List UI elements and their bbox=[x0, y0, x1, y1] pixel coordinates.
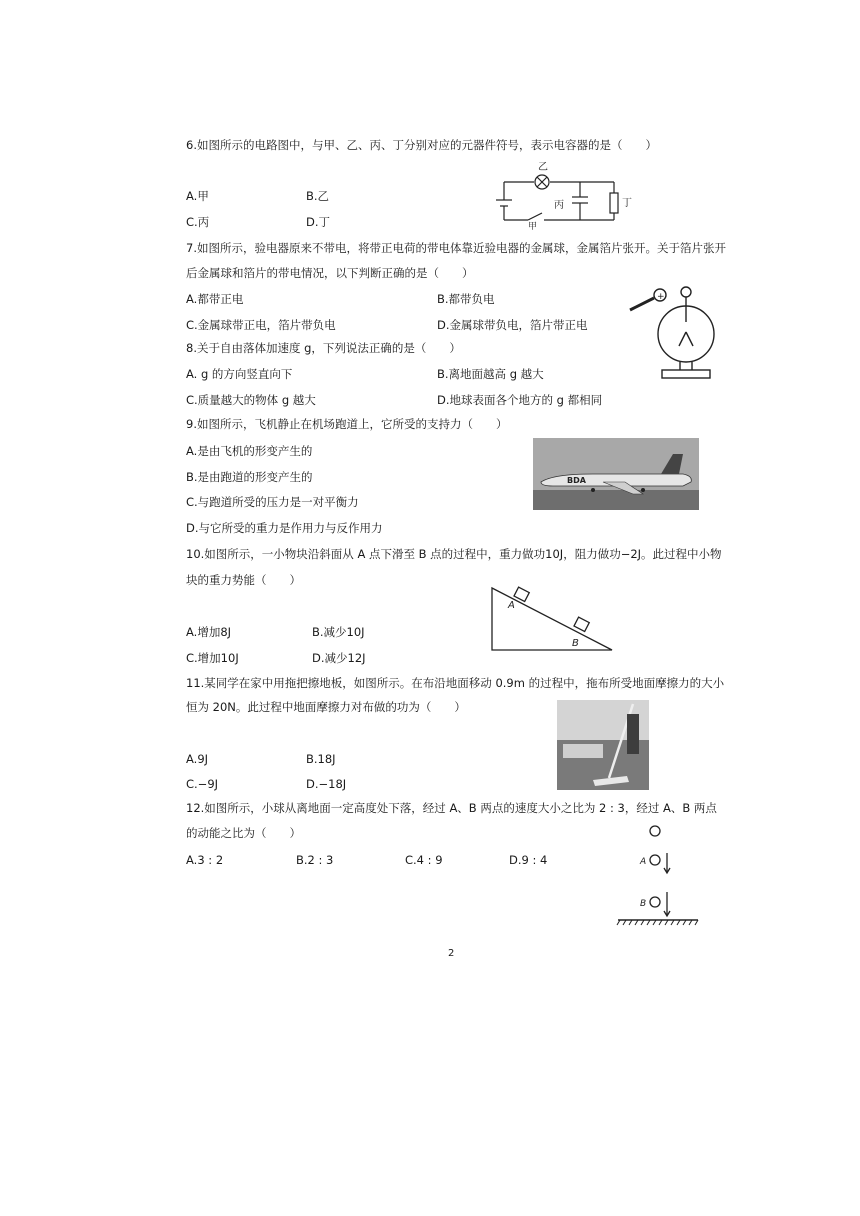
q10-option-c: C.增加10J bbox=[186, 651, 239, 665]
label-jia: 甲 bbox=[528, 222, 538, 230]
q8-option-b: B.离地面越高 g 越大 bbox=[437, 367, 544, 381]
q11-option-a: A.9J bbox=[186, 752, 209, 766]
circuit-diagram bbox=[492, 158, 640, 230]
point-a-label: A bbox=[508, 600, 515, 611]
q12-option-b: B.2 : 3 bbox=[296, 853, 334, 867]
incline-figure bbox=[488, 584, 616, 656]
q10-option-b: B.减少10J bbox=[312, 625, 365, 639]
q6-option-a: A.甲 bbox=[186, 189, 209, 203]
q6-option-d: D.丁 bbox=[306, 215, 331, 229]
q7-stem-line-1: 7.如图所示，验电器原来不带电，将带正电荷的带电体靠近验电器的金属球，金属箔片张开。关于箔片张开 bbox=[186, 241, 726, 255]
incline-plane bbox=[492, 588, 612, 650]
q10-option-a: A.增加8J bbox=[186, 625, 232, 639]
q6-option-c: C.丙 bbox=[186, 215, 210, 229]
point-b-label: B bbox=[640, 899, 647, 909]
q9-option-b: B.是由跑道的形变产生的 bbox=[186, 470, 313, 484]
q6-option-b: B.乙 bbox=[306, 189, 330, 203]
q7-option-c: C.金属球带正电，箔片带负电 bbox=[186, 318, 336, 332]
q8-stem-line-1: 8.关于自由落体加速度 g，下列说法正确的是（ ） bbox=[186, 341, 461, 355]
ball-at-a bbox=[650, 855, 660, 865]
plus-sign: + bbox=[657, 292, 665, 302]
block-at-a bbox=[514, 587, 529, 601]
q11-stem-line-2: 恒为 20N。此过程中地面摩擦力对布做的功为（ ） bbox=[186, 700, 466, 714]
q7-option-a: A.都带正电 bbox=[186, 292, 244, 306]
point-a-label: A bbox=[640, 857, 647, 867]
q10-stem-line-1: 10.如图所示，一小物块沿斜面从 A 点下滑至 B 点的过程中，重力做功10J，阻力做功−2J。此过程中小物 bbox=[186, 547, 722, 561]
q7-option-b: B.都带负电 bbox=[437, 292, 495, 306]
label-yi: 乙 bbox=[538, 162, 548, 173]
resistor-symbol bbox=[610, 193, 618, 213]
q11-stem-line-1: 11.某同学在家中用拖把擦地板，如图所示。在布沿地面移动 0.9m 的过程中，拖布所受地面摩擦力的大小 bbox=[186, 676, 725, 690]
q11-option-d: D.−18J bbox=[306, 777, 347, 791]
block-at-b bbox=[574, 617, 589, 631]
q11-option-c: C.−9J bbox=[186, 777, 219, 791]
q6-stem-line-1: 6.如图所示的电路图中，与甲、乙、丙、丁分别对应的元器件符号，表示电容器的是（ ） bbox=[186, 138, 657, 152]
ball-at-b bbox=[650, 897, 660, 907]
q9-option-a: A.是由飞机的形变产生的 bbox=[186, 444, 313, 458]
q12-option-c: C.4 : 9 bbox=[405, 853, 443, 867]
q9-option-c: C.与跑道所受的压力是一对平衡力 bbox=[186, 495, 359, 509]
ball-start bbox=[650, 826, 660, 836]
electroscope-figure bbox=[626, 282, 722, 384]
q8-option-c: C.质量越大的物体 g 越大 bbox=[186, 393, 316, 407]
point-b-label: B bbox=[572, 638, 579, 649]
q7-stem-line-2: 后金属球和箔片的带电情况，以下判断正确的是（ ） bbox=[186, 266, 474, 280]
q10-option-d: D.减少12J bbox=[312, 651, 366, 665]
q11-option-b: B.18J bbox=[306, 752, 336, 766]
q12-option-d: D.9 : 4 bbox=[509, 853, 548, 867]
falling-ball-figure bbox=[616, 822, 702, 926]
q10-stem-line-2: 块的重力势能（ ） bbox=[186, 573, 301, 587]
mopping-photo bbox=[557, 700, 649, 790]
q9-stem-line-1: 9.如图所示，飞机静止在机场跑道上，它所受的支持力（ ） bbox=[186, 417, 508, 431]
page-number: 2 bbox=[448, 948, 455, 959]
q12-stem-line-1: 12.如图所示，小球从离地面一定高度处下落，经过 A、B 两点的速度大小之比为 2 : 3，经过 A、B 两点 bbox=[186, 801, 717, 815]
q12-option-a: A.3 : 2 bbox=[186, 853, 224, 867]
airplane-photo bbox=[533, 438, 699, 510]
metal-ball bbox=[681, 287, 691, 297]
q9-option-d: D.与它所受的重力是作用力与反作用力 bbox=[186, 521, 383, 535]
q12-stem-line-2: 的动能之比为（ ） bbox=[186, 826, 301, 840]
q7-option-d: D.金属球带负电，箔片带正电 bbox=[437, 318, 588, 332]
airline-logo: BDA bbox=[567, 476, 586, 485]
label-bing: 丙 bbox=[554, 200, 564, 211]
q8-option-a: A. g 的方向竖直向下 bbox=[186, 367, 293, 381]
person-leg bbox=[627, 714, 639, 754]
foil-leaf bbox=[679, 332, 686, 346]
q8-option-d: D.地球表面各个地方的 g 都相同 bbox=[437, 393, 603, 407]
switch-symbol bbox=[528, 213, 542, 220]
label-ding: 丁 bbox=[622, 198, 632, 209]
